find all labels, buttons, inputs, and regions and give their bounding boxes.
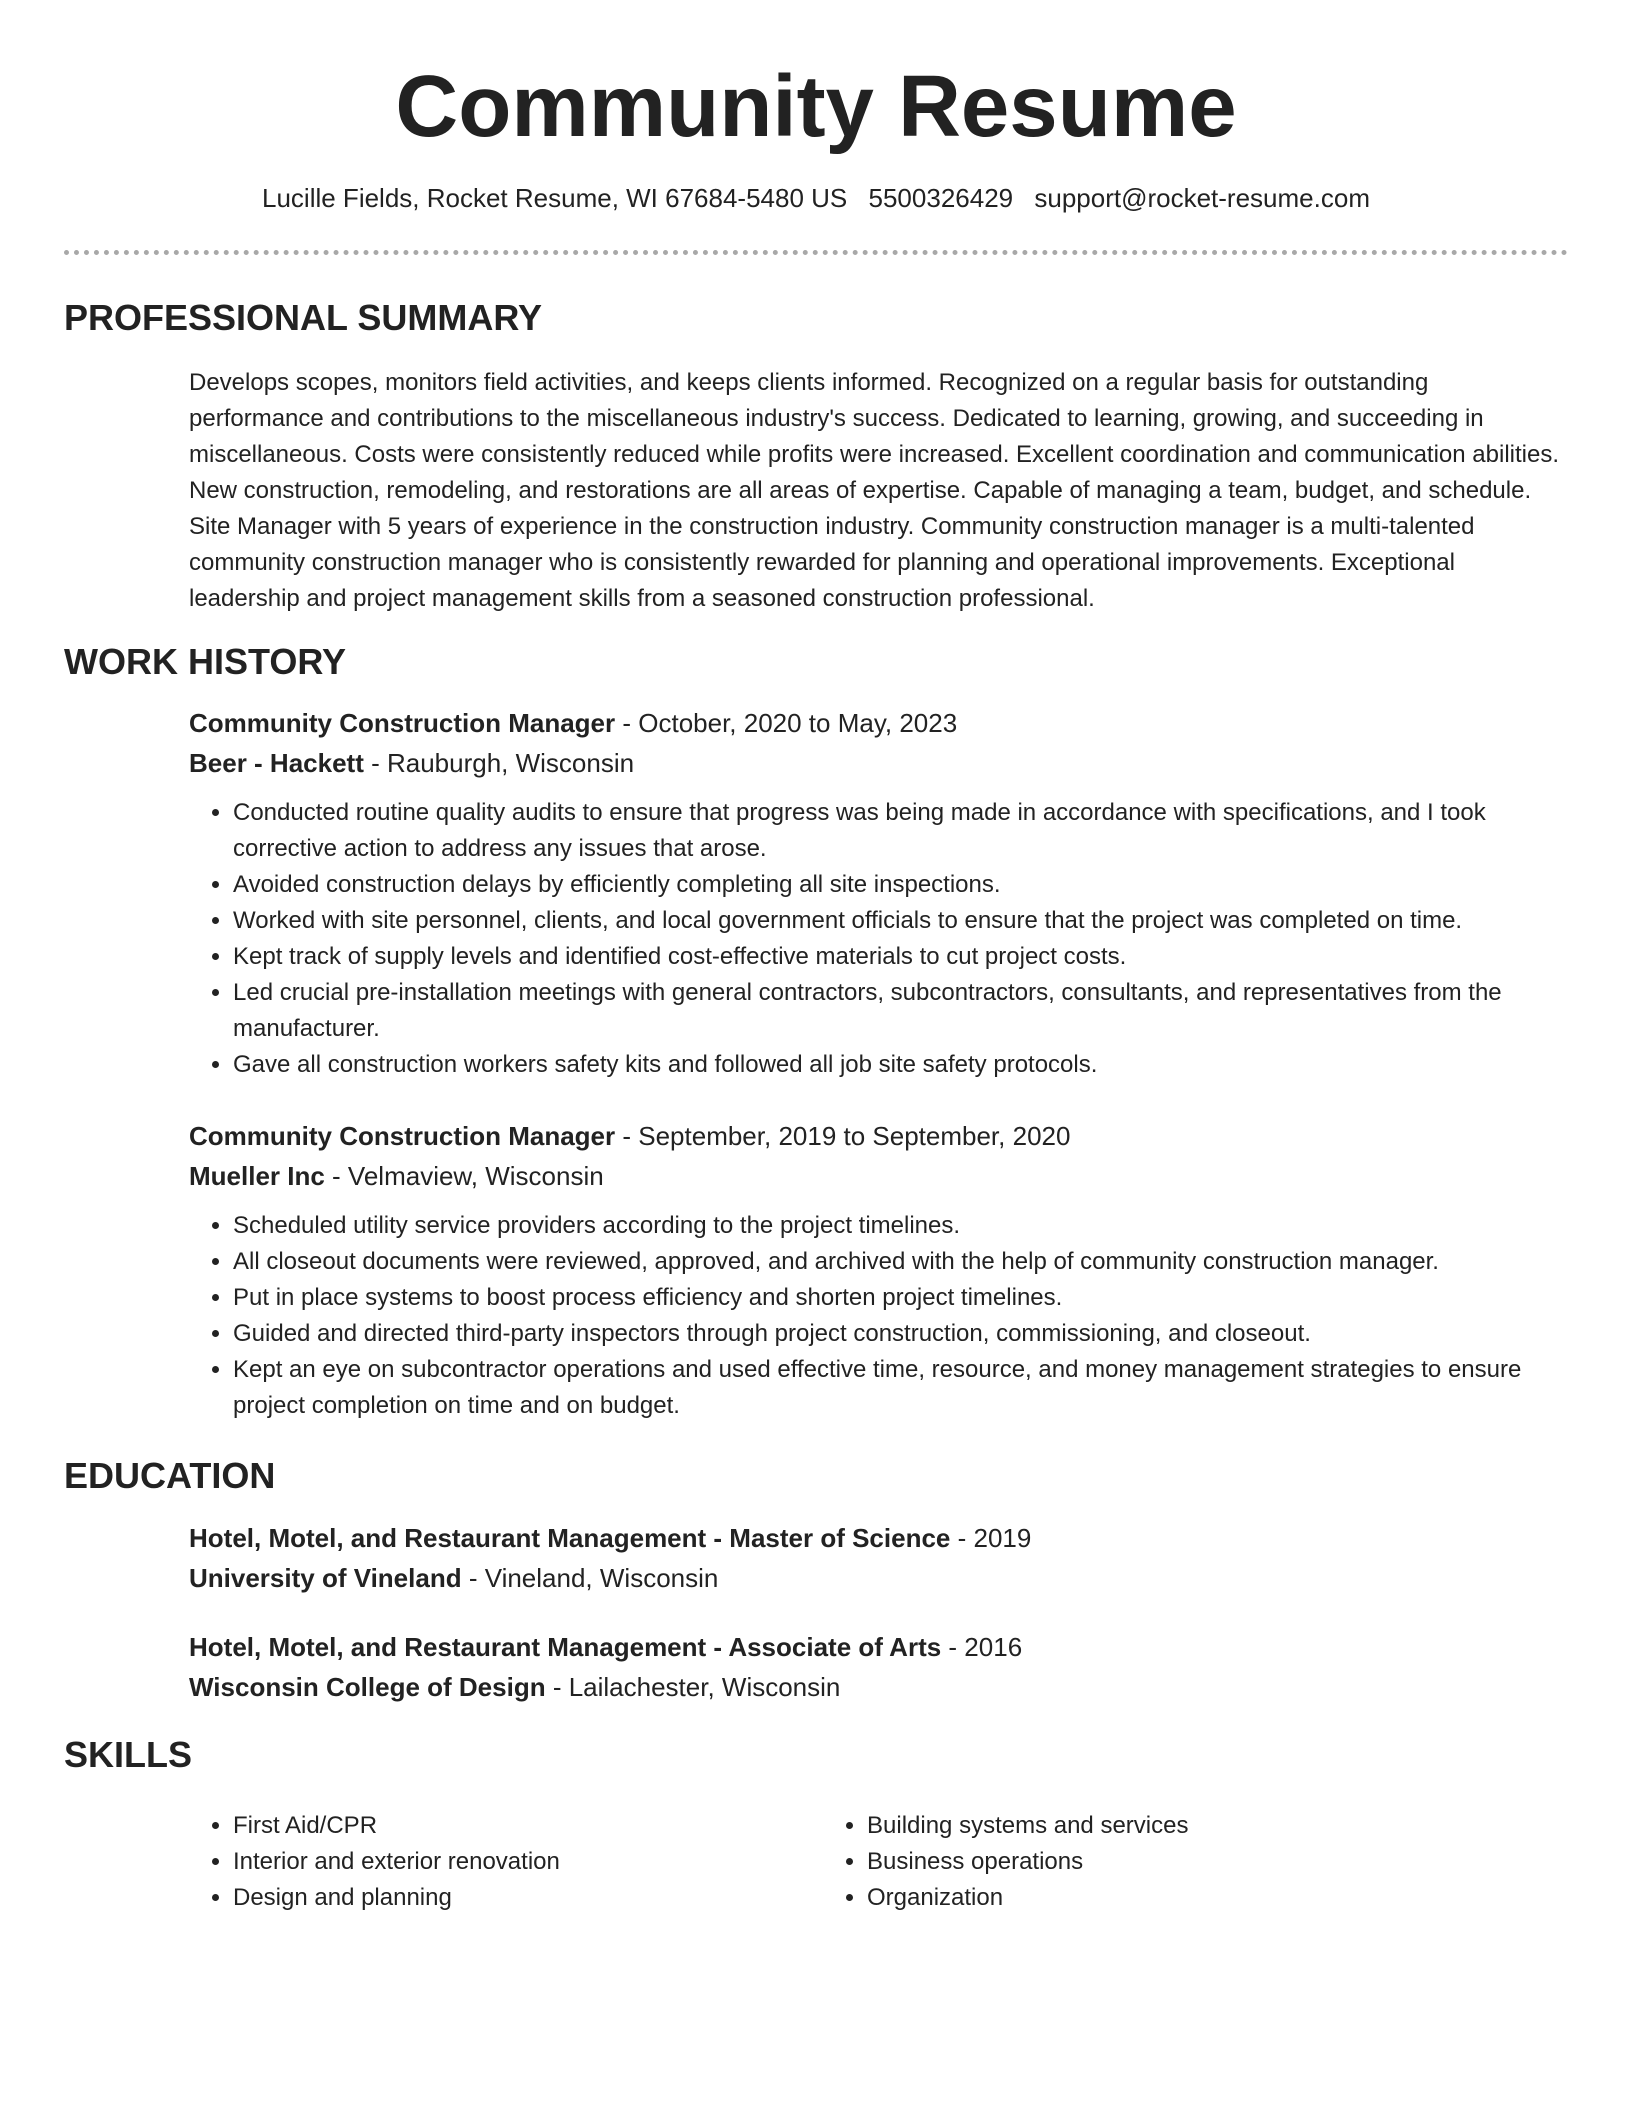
degree-line: [189, 1518, 1569, 1558]
job-title: Community Construction Manager: [189, 1121, 616, 1151]
contact-address: Lucille Fields, Rocket Resume, WI 67684-5480 US: [262, 183, 848, 213]
school-line: [189, 1667, 1569, 1707]
job-entry: [189, 703, 1569, 1083]
job-company: Mueller Inc: [189, 1161, 325, 1191]
job-bullet: • Led crucial pre-installation meetings with general contractors, subcontractors, consultants, and representatives from the manufacturer.: [233, 975, 1569, 1047]
degree: Hotel, Motel, and Restaurant Management - Master of Science: [189, 1523, 951, 1553]
skills-column-left: [189, 1808, 823, 1916]
contact-line: [0, 180, 1632, 216]
job-location: - Rauburgh, Wisconsin: [363, 748, 635, 778]
job-title-line: [189, 703, 1569, 743]
job-company: Beer - Hackett: [189, 748, 364, 778]
school: University of Vineland: [189, 1563, 462, 1593]
degree-year: - 2016: [941, 1632, 1023, 1662]
header-divider: [64, 250, 1568, 255]
contact-phone: 5500326429: [868, 183, 1014, 213]
contact-email: support@rocket-resume.com: [1034, 183, 1370, 213]
skill-item: • Organization: [867, 1880, 1457, 1916]
job-entry: [189, 1116, 1569, 1424]
job-bullet: • Put in place systems to boost process efficiency and shorten project timelines.: [233, 1280, 1569, 1316]
section-title-summary: PROFESSIONAL SUMMARY: [64, 297, 543, 338]
summary-text: Develops scopes, monitors field activities, and keeps clients informed. Recognized on a regular basis for outstanding performance and contributions to the miscellaneous industry's success. Dedicated to learning, growing, and succeeding in miscellaneous. Costs were consistently reduced while profits were increased. Excellent coordination and communication abilities. New construction, remodeling, and restorations are all areas of expertise. Capable of managing a team, budget, and schedule. Site Manager with 5 years of experience in the construction industry. Community construction manager is a multi-talented community construction manager who is consistently rewarded for planning and operational improvements. Exceptional leadership and project management skills from a seasoned construction professional.: [189, 369, 1560, 612]
job-bullet: • Worked with site personnel, clients, and local government officials to ensure that the project was completed on time.: [233, 903, 1569, 939]
section-title-work: WORK HISTORY: [64, 641, 347, 682]
education-entry: [189, 1627, 1569, 1707]
skill-item: • First Aid/CPR: [233, 1808, 823, 1844]
school-location: - Vineland, Wisconsin: [461, 1563, 719, 1593]
job-dates: - October, 2020 to May, 2023: [615, 708, 958, 738]
job-bullet: • Avoided construction delays by efficiently completing all site inspections.: [233, 867, 1569, 903]
job-bullet: • Kept track of supply levels and identified cost-effective materials to cut project costs.: [233, 939, 1569, 975]
skill-item: • Interior and exterior renovation: [233, 1844, 823, 1880]
job-bullet: • Scheduled utility service providers according to the project timelines.: [233, 1208, 1569, 1244]
job-bullet: • Kept an eye on subcontractor operations and used effective time, resource, and money management strategies to ensure project completion on time and on budget.: [233, 1352, 1569, 1424]
job-bullets: [189, 1208, 1569, 1424]
skills-list: [189, 1808, 1569, 1916]
section-title-skills: SKILLS: [64, 1734, 193, 1775]
job-bullet: • Conducted routine quality audits to ensure that progress was being made in accordance with specifications, and I took corrective action to address any issues that arose.: [233, 795, 1569, 867]
school-location: - Lailachester, Wisconsin: [545, 1672, 841, 1702]
education-entry: [189, 1518, 1569, 1598]
job-company-line: [189, 743, 1569, 783]
job-title: Community Construction Manager: [189, 708, 616, 738]
resume-name: Community Resume: [395, 58, 1237, 155]
job-company-line: [189, 1156, 1569, 1196]
job-dates: - September, 2019 to September, 2020: [615, 1121, 1071, 1151]
job-bullet: • All closeout documents were reviewed, approved, and archived with the help of community construction manager.: [233, 1244, 1569, 1280]
degree-line: [189, 1627, 1569, 1667]
job-location: - Velmaview, Wisconsin: [324, 1161, 604, 1191]
section-title-education: EDUCATION: [64, 1455, 276, 1496]
job-bullet: • Guided and directed third-party inspectors through project construction, commissioning, and closeout.: [233, 1316, 1569, 1352]
school: Wisconsin College of Design: [189, 1672, 546, 1702]
job-bullet: • Gave all construction workers safety kits and followed all job site safety protocols.: [233, 1047, 1569, 1083]
degree-year: - 2019: [950, 1523, 1032, 1553]
skill-item: • Business operations: [867, 1844, 1457, 1880]
skill-item: • Design and planning: [233, 1880, 823, 1916]
job-title-line: [189, 1116, 1569, 1156]
degree: Hotel, Motel, and Restaurant Management - Associate of Arts: [189, 1632, 942, 1662]
school-line: [189, 1558, 1569, 1598]
job-bullets: [189, 795, 1569, 1083]
skills-column-right: [823, 1808, 1457, 1916]
skill-item: • Building systems and services: [867, 1808, 1457, 1844]
